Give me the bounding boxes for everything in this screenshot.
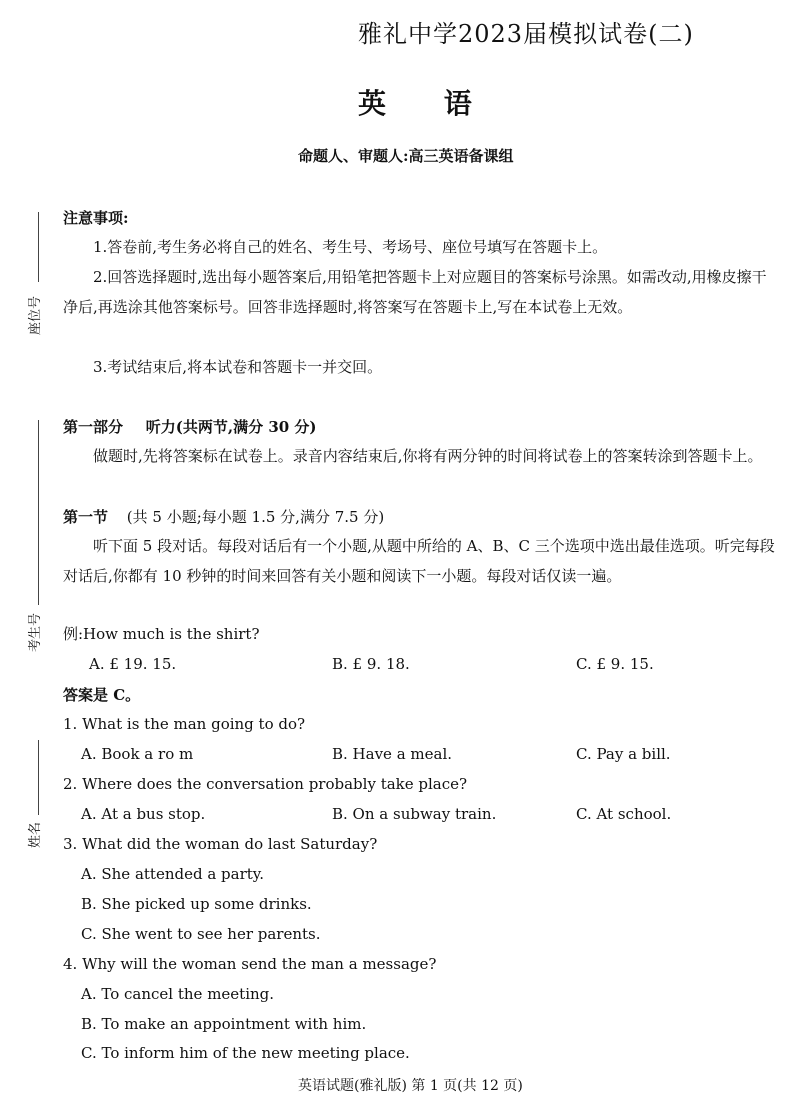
exam-title: 雅礼中学2023届模拟试卷(二): [358, 20, 694, 48]
q3-option-c: C. She went to see her parents.: [81, 925, 321, 943]
part1-heading: [63, 416, 317, 437]
q2-option-a: A. At a bus stop.: [81, 805, 206, 823]
part1-intro: 做题时,先将答案标在试卷上。录音内容结束后,你将有两分钟的时间将试卷上的答案转涂到答题卡上。: [93, 447, 763, 465]
section1-intro: 听下面 5 段对话。每段对话后有一个小题,从题中所给的 A、B、C 三个选项中选出最佳选项。听完每段对话后,你都有 10 秒钟的时间来回答有关小题和阅读下一小题。每段对话仅读一遍。: [63, 537, 775, 585]
question-3: 3. What did the woman do last Saturday?: [63, 835, 378, 853]
question-1: 1. What is the man going to do?: [63, 715, 306, 733]
part1-title: 第一部分: [63, 418, 124, 436]
q3-option-a: A. She attended a party.: [81, 865, 265, 883]
q2-option-c: C. At school.: [576, 805, 672, 823]
notice-title: 注意事项:: [63, 209, 129, 227]
side-label-seat: 座位号: [28, 295, 43, 335]
example-question: 例:How much is the shirt?: [63, 625, 260, 643]
authors-line: 命题人、审题人:高三英语备课组: [298, 147, 514, 165]
example-option-b: B. £ 9. 18.: [332, 655, 410, 673]
q1-option-c: C. Pay a bill.: [576, 745, 671, 763]
section1-title: 第一节: [63, 508, 109, 526]
q4-option-c: C. To inform him of the new meeting place.: [81, 1044, 410, 1062]
side-label-exam-no: 考生号: [28, 612, 43, 652]
q3-option-b: B. She picked up some drinks.: [81, 895, 312, 913]
example-option-c: C. £ 9. 15.: [576, 655, 654, 673]
example-option-a: A. £ 19. 15.: [89, 655, 177, 673]
q4-option-b: B. To make an appointment with him.: [81, 1015, 367, 1033]
side-line-name: [38, 740, 39, 815]
question-4: 4. Why will the woman send the man a message?: [63, 955, 437, 973]
side-label-name: 姓名: [28, 821, 43, 848]
q1-option-b: B. Have a meal.: [332, 745, 453, 763]
notice-item-1: 1.答卷前,考生务必将自己的姓名、考生号、考场号、座位号填写在答题卡上。: [93, 238, 608, 256]
q4-option-a: A. To cancel the meeting.: [81, 985, 275, 1003]
q2-option-b: B. On a subway train.: [332, 805, 497, 823]
q1-option-a: A. Book a ro m: [81, 745, 194, 763]
section1-heading: [63, 506, 384, 527]
side-line-seat: [38, 212, 39, 282]
page-footer: 英语试题(雅礼版) 第 1 页(共 12 页): [298, 1078, 523, 1094]
notice-item-2: 2.回答选择题时,选出每小题答案后,用铅笔把答题卡上对应题目的答案标号涂黑。如需改动,用橡皮擦干净后,再选涂其他答案标号。回答非选择题时,将答案写在答题卡上,写在本试卷上无效。: [63, 268, 767, 316]
subject-title: 英 语: [358, 87, 472, 120]
section1-desc: (共 5 小题;每小题 1.5 分,满分 7.5 分): [126, 508, 385, 526]
side-line-exam-no: [38, 420, 39, 605]
notice-item-3: 3.考试结束后,将本试卷和答题卡一并交回。: [93, 358, 383, 376]
part1-title2: 听力(共两节,满分 30 分): [145, 418, 317, 436]
example-answer: 答案是 C。: [63, 686, 141, 704]
question-2: 2. Where does the conversation probably take place?: [63, 775, 468, 793]
